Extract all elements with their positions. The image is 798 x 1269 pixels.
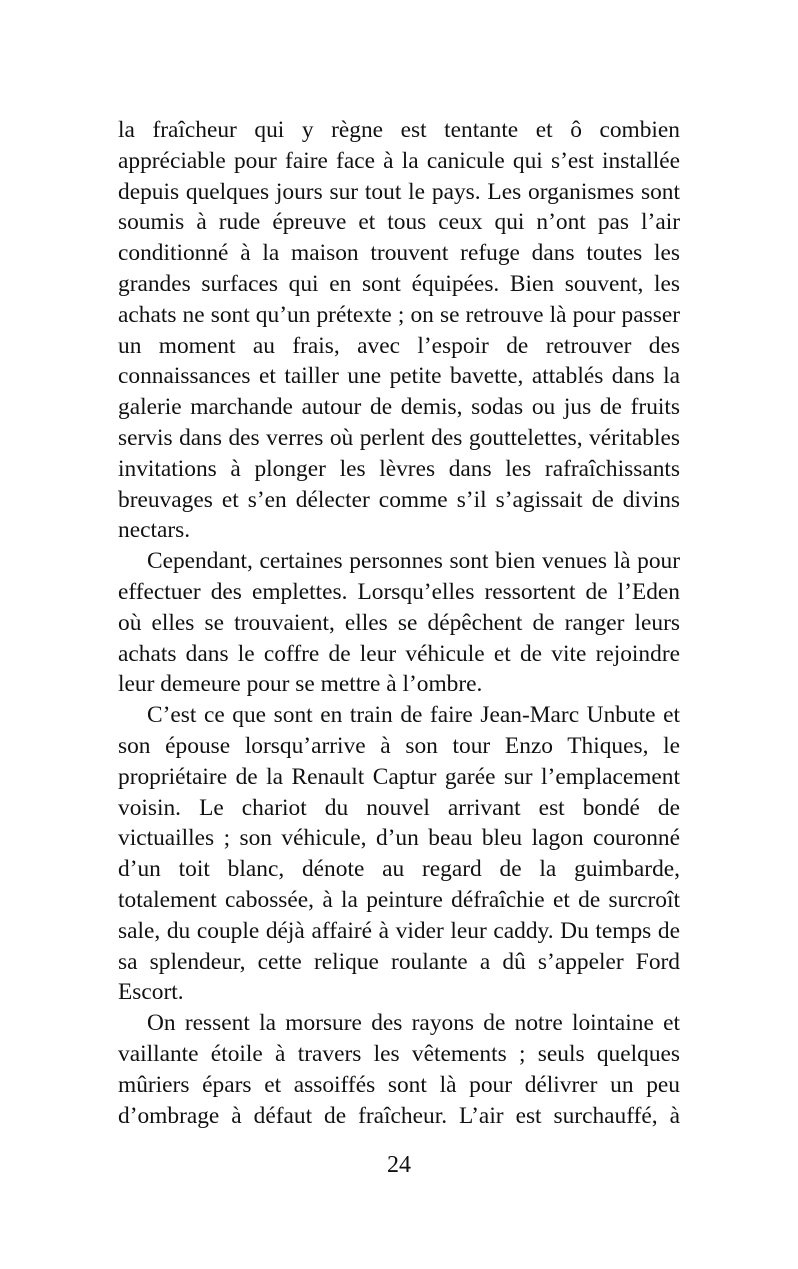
body-text [118,115,680,1131]
paragraph-2: Cependant, certaines personnes sont bien venues là pour effectuer des emplettes. Lorsqu’elles ressortent de l’Eden où elles se trouvaient, elles se dépêchent de ranger leurs achats dans le coffre de leur véhicule et de vite rejoindre leur demeure pour se mettre à l’ombre. [118,548,680,698]
paragraph-3: C’est ce que sont en train de faire Jean-Marc Unbute et son épouse lorsqu’arrive à son tour Enzo Thiques, le propriétaire de la Renault Captur garée sur l’emplacement voisin. Le chariot du nouvel arrivant est bondé de victuailles ; son véhicule, d’un beau bleu lagon couronné d’un toit blanc, dénote au regard de la guimbarde, totalement cabossée, à la peinture défraîchie et de surcroît sale, du couple déjà affairé à vider leur caddy. Du temps de sa splendeur, cette relique roulante a dû s’appeler Ford Escort. [118,702,680,1006]
page-number: 24 [387,1152,411,1178]
paragraph-1: la fraîcheur qui y règne est tentante et ô combien appréciable pour faire face à la canicule qui s’est installée depuis quelques jours sur tout le pays. Les organismes sont soumis à rude épreuve et tous ceux qui n’ont pas l’air conditionné à la maison trouvent refuge dans toutes les grandes surfaces qui en sont équipées. Bien souvent, les achats ne sont qu’un prétexte ; on se retrouve là pour passer un moment au frais, avec l’espoir de retrouver des connaissances et tailler une petite bavette, attablés dans la galerie marchande autour de demis, sodas ou jus de fruits servis dans des verres où perlent des gouttelettes, véritables invitations à plonger les lèvres dans les rafraîchissants breuvages et s’en délecter comme s’il s’agissait de divins nectars. [118,117,680,544]
paragraph-4: On ressent la morsure des rayons de notre lointaine et vaillante étoile à travers les vêtements ; seuls quelques mûriers épars et assoiffés sont là pour délivrer un peu d’ombrage à défaut de fraîcheur. L’air est surchauffé, à [118,1010,680,1129]
